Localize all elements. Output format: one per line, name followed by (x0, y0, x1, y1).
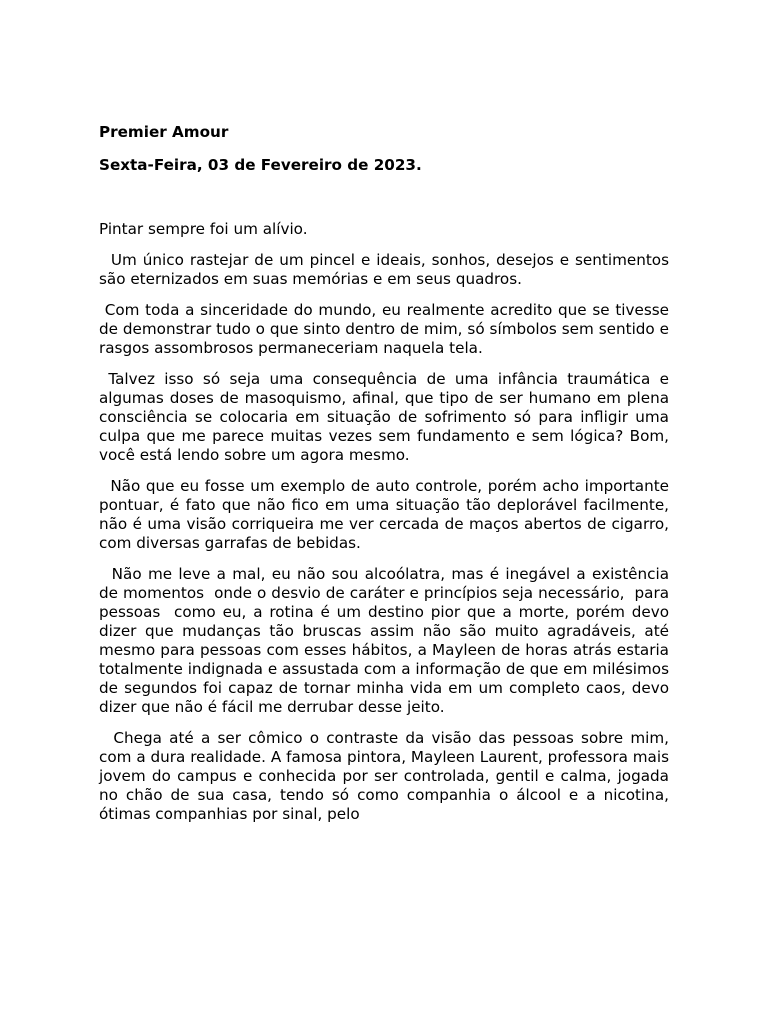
paragraph: Talvez isso só seja uma consequência de uma infância traumática e algumas doses de masoquismo, afinal, que tipo de ser humano em plena consciência se colocaria em situação de sofrimento só para infligir uma culpa que me parece muitas vezes sem fundamento e sem lógica? Bom, você está lendo sobre um agora mesmo. (99, 370, 674, 464)
paragraph: Chega até a ser cômico o contraste da visão das pessoas sobre mim, com a dura realidade. A famosa pintora, Mayleen Laurent, professora mais jovem do campus e conhecida por ser controlada, gentil e calma, jogada no chão de sua casa, tendo só como companhia o álcool e a nicotina, ótimas companhias por sinal, pelo (99, 729, 674, 823)
document-title: Premier Amour (99, 123, 229, 141)
paragraph: Não me leve a mal, eu não sou alcoólatra, mas é inegável a existência de momentos onde o desvio de caráter e princípios seja necessário, para pessoas como eu, a rotina é um destino pior que a morte, porém devo dizer que mudanças tão bruscas assim não são muito agradáveis, até mesmo para pessoas com esses hábitos, a Mayleen de horas atrás estaria totalmente indignada e assustada com a informação de que em milésimos de segundos foi capaz de tornar minha vida em um completo caos, devo dizer que não é fácil me derrubar desse jeito. (99, 565, 674, 716)
paragraph: Pintar sempre foi um alívio. (99, 220, 308, 238)
paragraph: Com toda a sinceridade do mundo, eu realmente acredito que se tivesse de demonstrar tudo o que sinto dentro de mim, só símbolos sem sentido e rasgos assombrosos permaneceriam naquela tela. (99, 301, 674, 357)
document-date: Sexta-Feira, 03 de Fevereiro de 2023. (99, 156, 422, 174)
paragraph: Um único rastejar de um pincel e ideais, sonhos, desejos e sentimentos são eternizados em suas memórias e em seus quadros. (99, 251, 674, 288)
document-body (99, 120, 674, 824)
paragraph: Não que eu fosse um exemplo de auto controle, porém acho importante pontuar, é fato que não fico em uma situação tão deplorável facilmente, não é uma visão corriqueira me ver cercada de maços abertos de cigarro, com diversas garrafas de bebidas. (99, 477, 674, 552)
